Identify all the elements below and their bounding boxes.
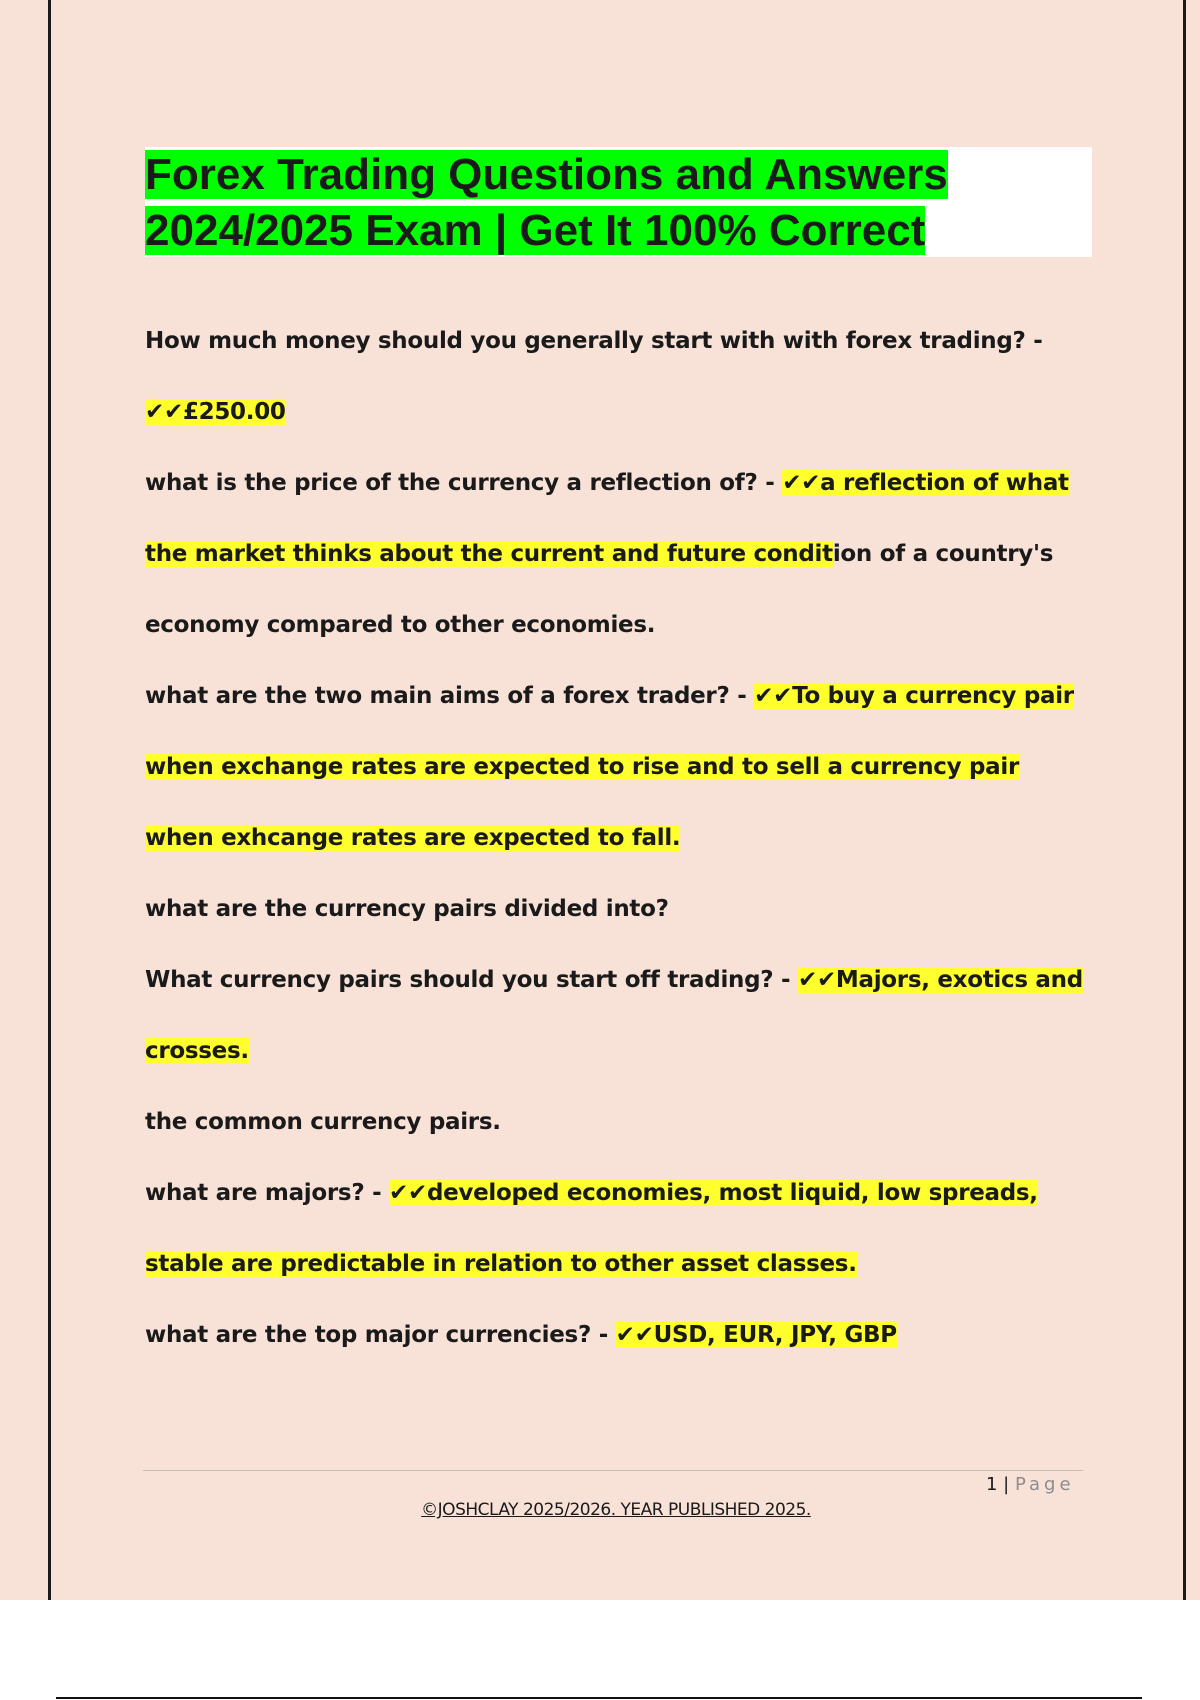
page-number-separator: |	[997, 1474, 1015, 1495]
question-text: what is the price of the currency a reflection of? -	[145, 470, 783, 496]
document-title	[145, 147, 1065, 259]
question-text: what are the currency pairs divided into?	[145, 896, 669, 922]
answer-text: ✔✔£250.00	[145, 399, 286, 425]
page-number-value: 1	[986, 1474, 998, 1495]
qa-item	[145, 661, 1090, 874]
title-line-1: Forex Trading Questions and Answers	[145, 150, 948, 199]
question-text: what are the two main aims of a forex trader? -	[145, 683, 755, 709]
page-right-border	[1183, 0, 1186, 1600]
qa-item	[145, 1300, 1090, 1371]
page-label: Page	[1014, 1474, 1075, 1495]
page-number	[986, 1474, 1075, 1495]
question-text: what are majors? -	[145, 1180, 390, 1206]
answer-text: ✔✔Majors, exotics and crosses.	[145, 967, 1083, 1064]
next-page-top-border	[56, 1697, 1142, 1699]
title-line-2: 2024/2025 Exam | Get It 100% Correct	[145, 206, 926, 255]
question-text: How much money should you generally start with with forex trading? -	[145, 328, 1043, 354]
answer-text: ✔✔developed economies, most liquid, low spreads, stable are predictable in relation to other asset classes.	[145, 1180, 1038, 1277]
footer-divider	[143, 1470, 1083, 1471]
answer-text: ✔✔USD, EUR, JPY, GBP	[615, 1322, 897, 1348]
qa-item	[145, 1087, 1090, 1158]
page-left-border	[48, 0, 51, 1600]
qa-list	[145, 306, 1090, 1371]
qa-item	[145, 448, 1090, 661]
question-text: the common currency pairs.	[145, 1109, 501, 1135]
answer-text: ✔✔a reflection of what the market thinks about the current and future condit	[145, 470, 1069, 567]
qa-item	[145, 1158, 1090, 1300]
question-text: what are the top major currencies? -	[145, 1322, 616, 1348]
answer-continuation: ion of a country's economy compared to other economies.	[145, 541, 1054, 638]
qa-item	[145, 306, 1090, 448]
qa-item	[145, 945, 1090, 1087]
question-text: What currency pairs should you start off trading? -	[145, 967, 798, 993]
copyright-notice: ©JOSHCLAY 2025/2026. YEAR PUBLISHED 2025.	[421, 1500, 811, 1520]
qa-item	[145, 874, 1090, 945]
answer-text: ✔✔To buy a currency pair when exchange rates are expected to rise and to sell a currency pair when exhcange rates are expected to fall.	[145, 683, 1074, 851]
